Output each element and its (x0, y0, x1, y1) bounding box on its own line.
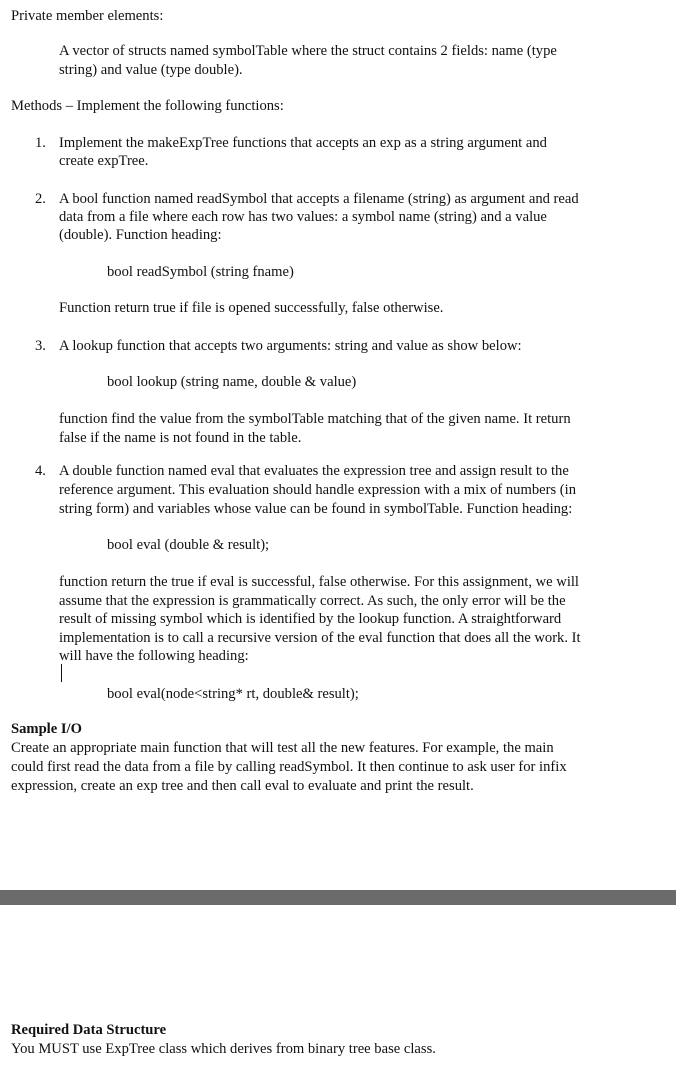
text-cursor (61, 664, 62, 682)
item-4-after-line-1: function return the true if eval is successful, false otherwise. For this assignment, we will (59, 574, 579, 590)
item-3-after-line-2: false if the name is not found in the table. (59, 430, 302, 446)
sample-io-heading: Sample I/O (11, 721, 82, 737)
private-members-heading: Private member elements: (11, 8, 164, 24)
code-eval: bool eval (double & result); (107, 537, 270, 553)
item-2-after: Function return true if file is opened successfully, false otherwise. (59, 300, 444, 316)
list-number-2: 2. (35, 191, 46, 207)
page-break-divider (0, 890, 676, 905)
code-lookup: bool lookup (string name, double & value) (107, 374, 357, 390)
item-3-after-line-1: function find the value from the symbolTable matching that of the given name. It return (59, 411, 571, 427)
methods-heading: Methods – Implement the following functions: (11, 98, 284, 114)
list-number-3: 3. (35, 338, 46, 354)
item-4-after-line-2: assume that the expression is grammatically correct. As such, the only error will be the (59, 593, 566, 609)
item-4-after-line-4: implementation is to call a recursive version of the eval function that does all the work. It (59, 630, 581, 646)
private-members-desc-line-1: A vector of structs named symbolTable where the struct contains 2 fields: name (type (59, 43, 557, 59)
item-4-line-3: string form) and variables whose value can be found in symbolTable. Function heading: (59, 501, 573, 517)
item-2-line-2: data from a file where each row has two values: a symbol name (string) and a value (59, 209, 547, 225)
item-4-line-2: reference argument. This evaluation should handle expression with a mix of numbers (in (59, 482, 576, 498)
item-4-line-1: A double function named eval that evaluates the expression tree and assign result to the (59, 463, 569, 479)
required-data-structure-heading: Required Data Structure (11, 1022, 167, 1038)
required-data-structure-text: You MUST use ExpTree class which derives from binary tree base class. (11, 1041, 436, 1057)
private-members-desc-line-2: string) and value (type double). (59, 62, 243, 78)
sample-io-line-2: could first read the data from a file by calling readSymbol. It then continue to ask user for infix (11, 759, 567, 775)
sample-io-line-3: expression, create an exp tree and then call eval to evaluate and print the result. (11, 778, 474, 794)
item-3-line-1: A lookup function that accepts two arguments: string and value as show below: (59, 338, 522, 354)
item-1-line-2: create expTree. (59, 153, 149, 169)
item-1-line-1: Implement the makeExpTree functions that accepts an exp as a string argument and (59, 135, 547, 151)
item-4-after-line-3: result of missing symbol which is identified by the lookup function. A straightforward (59, 611, 562, 627)
list-number-1: 1. (35, 135, 46, 151)
code-eval-recursive: bool eval(node<string* rt, double& result); (107, 686, 359, 702)
item-2-line-3: (double). Function heading: (59, 227, 222, 243)
item-4-after-line-5: will have the following heading: (59, 648, 249, 664)
item-2-line-1: A bool function named readSymbol that accepts a filename (string) as argument and read (59, 191, 579, 207)
code-read-symbol: bool readSymbol (string fname) (107, 264, 294, 280)
sample-io-line-1: Create an appropriate main function that will test all the new features. For example, the main (11, 740, 554, 756)
list-number-4: 4. (35, 463, 46, 479)
